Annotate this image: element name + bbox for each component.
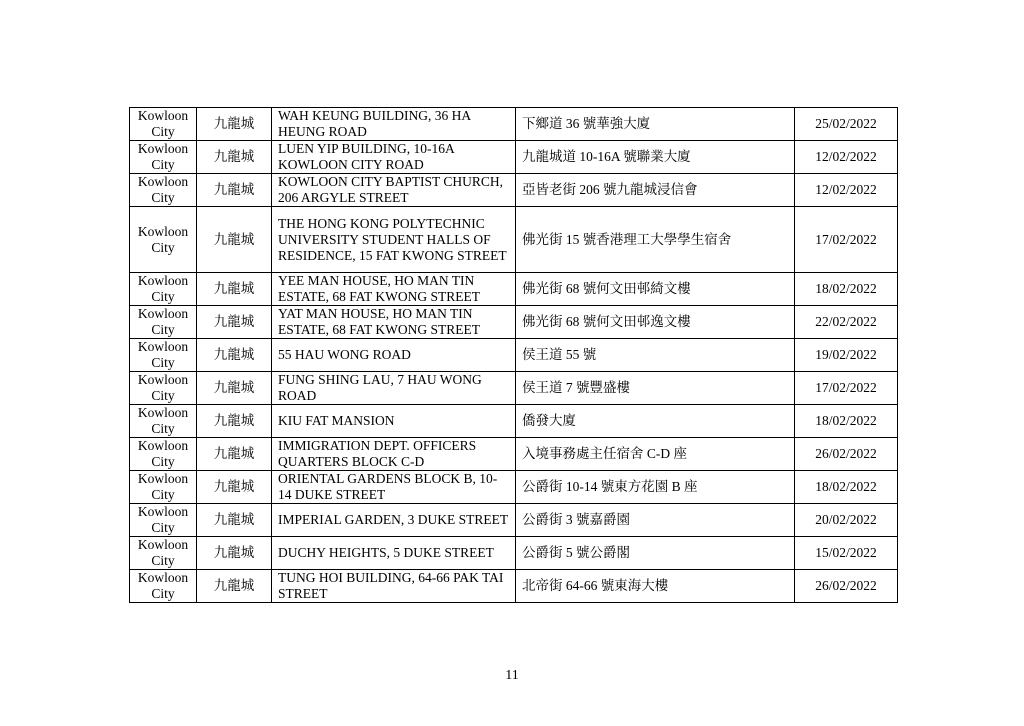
date-cell: 12/02/2022 — [795, 174, 898, 207]
address-zh-cell: 公爵街 5 號公爵閣 — [516, 537, 795, 570]
address-en-cell: KOWLOON CITY BAPTIST CHURCH, 206 ARGYLE STREET — [272, 174, 516, 207]
district-zh-cell: 九龍城 — [197, 570, 272, 603]
address-zh-cell: 公爵街 10-14 號東方花園 B 座 — [516, 471, 795, 504]
district-zh-cell: 九龍城 — [197, 339, 272, 372]
address-en-cell: DUCHY HEIGHTS, 5 DUKE STREET — [272, 537, 516, 570]
district-en-cell: Kowloon City — [130, 108, 197, 141]
district-zh-cell: 九龍城 — [197, 405, 272, 438]
address-zh-cell: 侯王道 7 號豐盛樓 — [516, 372, 795, 405]
district-zh-cell: 九龍城 — [197, 273, 272, 306]
table-row — [130, 306, 898, 339]
district-en-cell: Kowloon City — [130, 405, 197, 438]
buildings-table — [129, 107, 898, 603]
table-row — [130, 108, 898, 141]
table-row — [130, 471, 898, 504]
district-zh-cell: 九龍城 — [197, 438, 272, 471]
table-row — [130, 537, 898, 570]
address-en-cell: WAH KEUNG BUILDING, 36 HA HEUNG ROAD — [272, 108, 516, 141]
district-zh-cell: 九龍城 — [197, 108, 272, 141]
address-zh-cell: 僑發大廈 — [516, 405, 795, 438]
district-en-cell: Kowloon City — [130, 306, 197, 339]
address-en-cell: 55 HAU WONG ROAD — [272, 339, 516, 372]
table-row — [130, 504, 898, 537]
date-cell: 18/02/2022 — [795, 273, 898, 306]
page-number: 11 — [505, 668, 519, 683]
address-en-cell: KIU FAT MANSION — [272, 405, 516, 438]
date-cell: 12/02/2022 — [795, 141, 898, 174]
district-zh-cell: 九龍城 — [197, 504, 272, 537]
table-row — [130, 174, 898, 207]
table-row — [130, 438, 898, 471]
address-zh-cell: 佛光街 15 號香港理工大學學生宿舍 — [516, 207, 795, 273]
address-en-cell: YEE MAN HOUSE, HO MAN TIN ESTATE, 68 FAT KWONG STREET — [272, 273, 516, 306]
district-en-cell: Kowloon City — [130, 207, 197, 273]
district-en-cell: Kowloon City — [130, 471, 197, 504]
date-cell: 19/02/2022 — [795, 339, 898, 372]
date-cell: 26/02/2022 — [795, 570, 898, 603]
table-body — [130, 108, 898, 603]
district-en-cell: Kowloon City — [130, 339, 197, 372]
date-cell: 20/02/2022 — [795, 504, 898, 537]
district-en-cell: Kowloon City — [130, 570, 197, 603]
district-zh-cell: 九龍城 — [197, 537, 272, 570]
district-en-cell: Kowloon City — [130, 273, 197, 306]
district-zh-cell: 九龍城 — [197, 306, 272, 339]
table-row — [130, 372, 898, 405]
date-cell: 26/02/2022 — [795, 438, 898, 471]
address-en-cell: THE HONG KONG POLYTECHNIC UNIVERSITY STUDENT HALLS OF RESIDENCE, 15 FAT KWONG STREET — [272, 207, 516, 273]
date-cell: 15/02/2022 — [795, 537, 898, 570]
district-zh-cell: 九龍城 — [197, 207, 272, 273]
address-zh-cell: 下鄉道 36 號華強大廈 — [516, 108, 795, 141]
district-zh-cell: 九龍城 — [197, 174, 272, 207]
address-en-cell: LUEN YIP BUILDING, 10-16A KOWLOON CITY ROAD — [272, 141, 516, 174]
date-cell: 18/02/2022 — [795, 471, 898, 504]
district-en-cell: Kowloon City — [130, 141, 197, 174]
address-zh-cell: 九龍城道 10-16A 號聯業大廈 — [516, 141, 795, 174]
district-zh-cell: 九龍城 — [197, 141, 272, 174]
date-cell: 17/02/2022 — [795, 207, 898, 273]
table-row — [130, 273, 898, 306]
district-zh-cell: 九龍城 — [197, 471, 272, 504]
district-en-cell: Kowloon City — [130, 537, 197, 570]
address-zh-cell: 入境事務處主任宿舍 C-D 座 — [516, 438, 795, 471]
date-cell: 18/02/2022 — [795, 405, 898, 438]
table-row — [130, 207, 898, 273]
date-cell: 22/02/2022 — [795, 306, 898, 339]
district-en-cell: Kowloon City — [130, 174, 197, 207]
table-row — [130, 570, 898, 603]
table-row — [130, 405, 898, 438]
address-en-cell: TUNG HOI BUILDING, 64-66 PAK TAI STREET — [272, 570, 516, 603]
address-zh-cell: 亞皆老街 206 號九龍城浸信會 — [516, 174, 795, 207]
district-en-cell: Kowloon City — [130, 438, 197, 471]
address-zh-cell: 佛光街 68 號何文田邨逸文樓 — [516, 306, 795, 339]
address-zh-cell: 北帝街 64-66 號東海大樓 — [516, 570, 795, 603]
address-zh-cell: 佛光街 68 號何文田邨綺文樓 — [516, 273, 795, 306]
address-en-cell: IMPERIAL GARDEN, 3 DUKE STREET — [272, 504, 516, 537]
date-cell: 25/02/2022 — [795, 108, 898, 141]
address-en-cell: ORIENTAL GARDENS BLOCK B, 10-14 DUKE STREET — [272, 471, 516, 504]
table-row — [130, 339, 898, 372]
district-en-cell: Kowloon City — [130, 504, 197, 537]
address-zh-cell: 侯王道 55 號 — [516, 339, 795, 372]
address-en-cell: FUNG SHING LAU, 7 HAU WONG ROAD — [272, 372, 516, 405]
address-zh-cell: 公爵街 3 號嘉爵園 — [516, 504, 795, 537]
address-en-cell: YAT MAN HOUSE, HO MAN TIN ESTATE, 68 FAT KWONG STREET — [272, 306, 516, 339]
district-zh-cell: 九龍城 — [197, 372, 272, 405]
district-en-cell: Kowloon City — [130, 372, 197, 405]
date-cell: 17/02/2022 — [795, 372, 898, 405]
address-en-cell: IMMIGRATION DEPT. OFFICERS QUARTERS BLOCK C-D — [272, 438, 516, 471]
table-row — [130, 141, 898, 174]
